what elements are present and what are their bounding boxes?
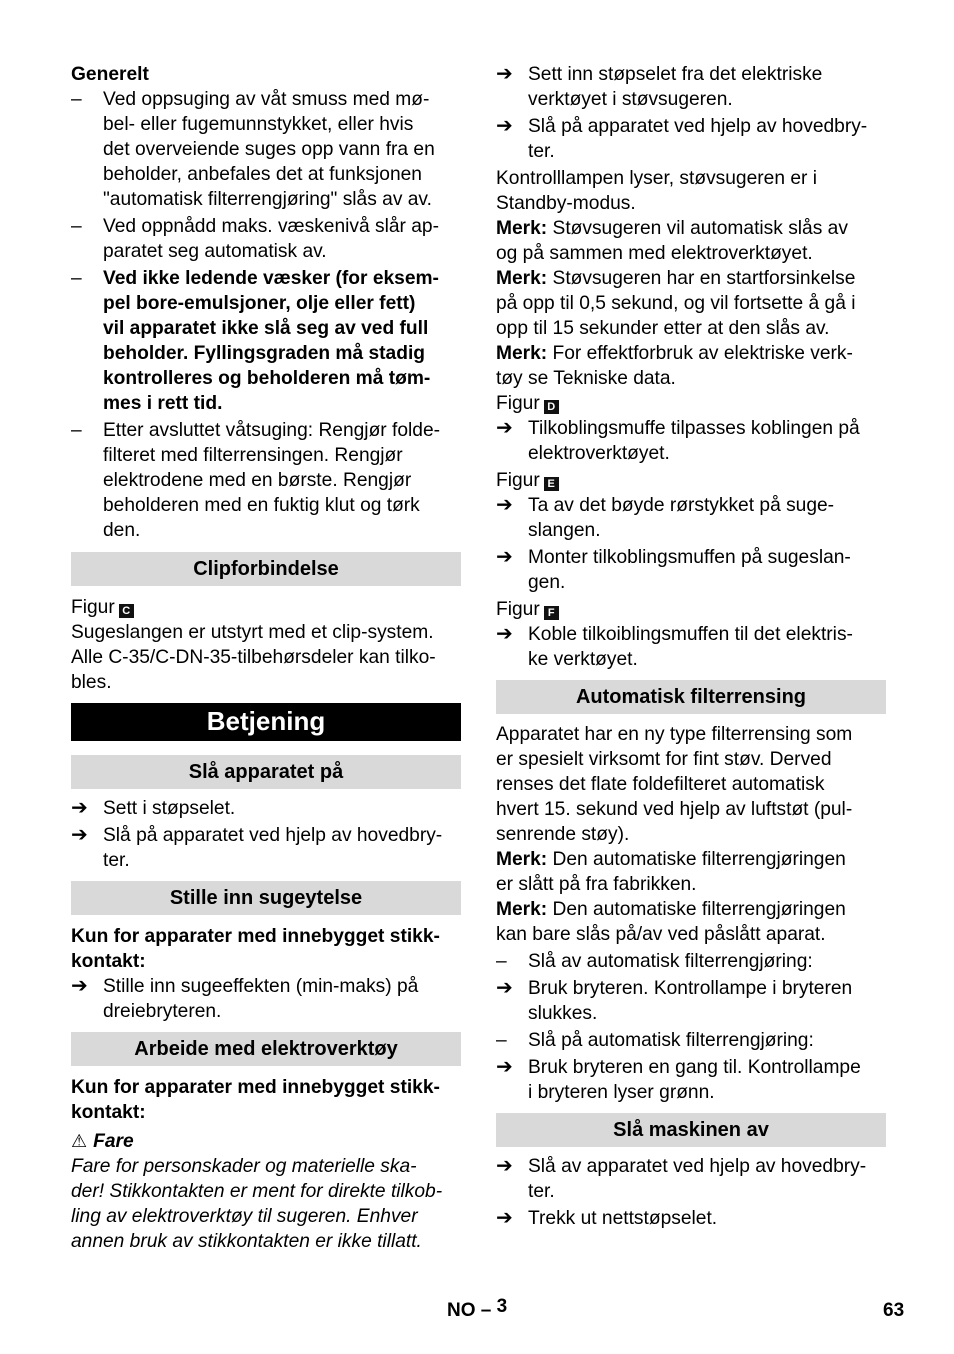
list-item-text: Bruk bryteren. Kontrollampe i bryteren slukkes.: [528, 978, 853, 1024]
list-item: [496, 1055, 886, 1105]
betjening-heading: Betjening: [71, 703, 461, 741]
merk-text: Støvsugeren vil automatisk slås av og på sammen med elektroverktøyet.: [496, 218, 848, 264]
figur-label: Figur: [71, 597, 115, 618]
footer-dash: –: [480, 1300, 492, 1321]
figur-d-list: [496, 416, 886, 466]
dash-icon: –: [71, 89, 82, 110]
sla-maskinen-av-heading: Slå maskinen av: [496, 1113, 886, 1147]
figure-f-icon: F: [544, 606, 559, 620]
stille-subheading: Kun for apparater med innebygget stikk- kontakt:: [71, 926, 440, 972]
list-item-text: Ta av det bøyde rørstykket på suge- slangen.: [528, 495, 835, 541]
top-list: [496, 62, 886, 164]
arrow-icon: ➔: [496, 115, 513, 137]
dash-icon: –: [496, 1030, 507, 1051]
list-item: [71, 87, 461, 212]
auto-merk-1: [496, 847, 886, 897]
arrow-icon: ➔: [496, 1056, 513, 1078]
list-item: [496, 1028, 886, 1053]
list-item-text: Monter tilkoblingsmuffen på sugeslan- gen.: [528, 547, 851, 593]
list-item-text: Ved ikke ledende væsker (for eksem- pel bore-emulsjoner, olje eller fett) vil apparatet ikke slå seg av ved full beholder. Fyllingsgraden må stadig kontrolleres og beholderen må tøm- mes i rett tid.: [103, 268, 439, 414]
arrow-icon: ➔: [71, 797, 88, 819]
footer-lang: NO: [447, 1300, 476, 1321]
list-item-text: Trekk ut nettstøpselet.: [528, 1208, 718, 1229]
arrow-icon: ➔: [496, 977, 513, 999]
list-item: [71, 823, 461, 873]
figur-e-list: [496, 493, 886, 595]
list-item-text: Slå av automatisk filterrengjøring:: [528, 951, 813, 972]
merk-note-3: [496, 341, 886, 391]
merk-note-1: [496, 216, 886, 266]
list-item: [71, 418, 461, 543]
list-item-text: Slå på apparatet ved hjelp av hovedbry- ter.: [103, 825, 443, 871]
figure-c-icon: C: [119, 604, 134, 618]
figure-d-icon: D: [544, 400, 559, 414]
merk-label: Merk:: [496, 899, 548, 920]
list-item-text: Ved oppnådd maks. væskenivå slår ap- paratet seg automatisk av.: [103, 216, 439, 262]
list-item: [71, 974, 461, 1024]
auto-text: Apparatet har en ny type filterrensing som er spesielt virksomt for fint støv. Derved renses det flate foldefilteret automatisk hvert 15. sekund ved hjelp av luftstøt (pul- senrende støy).: [496, 724, 853, 845]
list-item: [496, 949, 886, 974]
generelt-list: [71, 87, 461, 543]
list-item: [496, 545, 886, 595]
dash-icon: –: [71, 216, 82, 237]
list-item: [496, 1206, 886, 1231]
list-item-text: Koble tilkoiblingsmuffen til det elektris- ke verktøyet.: [528, 624, 853, 670]
merk-text: Den automatiske filterrengjøringen er slått på fra fabrikken.: [496, 849, 846, 895]
figur-label: Figur: [496, 470, 540, 491]
warning-icon: ⚠: [71, 1131, 88, 1151]
automatisk-filterrensing-heading: Automatisk filterrensing: [496, 680, 886, 714]
arrow-icon: ➔: [496, 494, 513, 516]
fare-text: Fare for personskader og materielle ska- der! Stikkontakten er ment for direkte tilkob- ling av elektroverktøy til sugeren. Enhver annen bruk av stikkontakten er ikke tillatt.: [71, 1156, 443, 1252]
list-item-text: Slå av apparatet ved hjelp av hovedbry- ter.: [528, 1156, 867, 1202]
list-item: [71, 266, 461, 416]
list-item: [496, 62, 886, 112]
list-item: [496, 1154, 886, 1204]
list-item-text: Sett i støpselet.: [103, 798, 236, 819]
figur-d-ref: [496, 391, 886, 416]
arbeide-subheading: Kun for apparater med innebygget stikk- kontakt:: [71, 1077, 440, 1123]
figure-e-icon: E: [544, 477, 559, 491]
arrow-icon: ➔: [496, 1155, 513, 1177]
figur-f-list: [496, 622, 886, 672]
dash-icon: –: [71, 268, 82, 289]
clip-figur-ref: [71, 595, 461, 620]
kontroll-text: Kontrolllampen lyser, støvsugeren er i Standby-modus.: [496, 168, 817, 214]
figur-label: Figur: [496, 599, 540, 620]
list-item-text: Bruk bryteren en gang til. Kontrollampe i bryteren lyser grønn.: [528, 1057, 861, 1103]
generelt-heading: Generelt: [71, 64, 149, 85]
list-item: [496, 416, 886, 466]
arrow-icon: ➔: [496, 623, 513, 645]
merk-text: Støvsugeren har en startforsinkelse på opp til 0,5 sekund, og vil fortsette å gå i opp til 15 sekunder etter at den slås av.: [496, 268, 856, 339]
auto-merk-2: [496, 897, 886, 947]
arrow-icon: ➔: [496, 1207, 513, 1229]
clipforbindelse-heading: Clipforbindelse: [71, 552, 461, 586]
figur-label: Figur: [496, 393, 540, 414]
dash-icon: –: [496, 951, 507, 972]
merk-text: For effektforbruk av elektriske verk- tøy se Tekniske data.: [496, 343, 853, 389]
merk-label: Merk:: [496, 268, 548, 289]
left-column: [71, 62, 461, 1254]
arrow-icon: ➔: [496, 63, 513, 85]
list-item: [71, 796, 461, 821]
footer-section: [447, 1298, 507, 1323]
stille-inn-heading: Stille inn sugeytelse: [71, 881, 461, 915]
arrow-icon: ➔: [71, 975, 88, 997]
sla-apparatet-pa-heading: Slå apparatet på: [71, 755, 461, 789]
arbeide-heading: Arbeide med elektroverktøy: [71, 1032, 461, 1066]
figur-f-ref: [496, 597, 886, 622]
merk-text: Den automatiske filterrengjøringen kan bare slås på/av ved påslått aparat.: [496, 899, 846, 945]
list-item: [496, 976, 886, 1026]
right-column: [496, 62, 886, 1231]
list-item-text: Ved oppsuging av våt smuss med mø- bel- eller fugemunnstykket, eller hvis det overveiende suges opp vann fra en beholder, anbefales det at funksjonen "automatisk filterrengjøring" slås av av.: [103, 89, 435, 210]
sla-av-list: [496, 1154, 886, 1231]
merk-label: Merk:: [496, 218, 548, 239]
stille-list: [71, 974, 461, 1024]
list-item: [71, 214, 461, 264]
list-item: [496, 114, 886, 164]
merk-label: Merk:: [496, 849, 548, 870]
list-item: [496, 622, 886, 672]
list-item-text: Slå på automatisk filterrengjøring:: [528, 1030, 814, 1051]
list-item-text: Sett inn støpselet fra det elektriske verktøyet i støvsugeren.: [528, 64, 823, 110]
clip-text: Sugeslangen er utstyrt med et clip-system. Alle C-35/C-DN-35-tilbehørsdeler kan tilko- bles.: [71, 622, 436, 693]
list-item-text: Etter avsluttet våtsuging: Rengjør folde- filteret med filterrensingen. Rengjør elektrodene med en børste. Rengjør beholderen med en fuktig klut og tørk den.: [103, 420, 441, 541]
page-number: 63: [883, 1300, 905, 1321]
merk-label: Merk:: [496, 343, 548, 364]
arrow-icon: ➔: [496, 546, 513, 568]
list-item-text: Slå på apparatet ved hjelp av hovedbry- ter.: [528, 116, 868, 162]
arrow-icon: ➔: [71, 824, 88, 846]
list-item: [496, 493, 886, 543]
sla-pa-list: [71, 796, 461, 873]
dash-icon: –: [71, 420, 82, 441]
list-item-text: Tilkoblingsmuffe tilpasses koblingen på elektroverktøyet.: [528, 418, 860, 464]
arrow-icon: ➔: [496, 417, 513, 439]
figur-e-ref: [496, 468, 886, 493]
footer-section-number: 3: [496, 1296, 508, 1317]
list-item-text: Stille inn sugeeffekten (min-maks) på dreiebryteren.: [103, 976, 419, 1022]
fare-label: Fare: [93, 1131, 134, 1152]
merk-note-2: [496, 266, 886, 341]
fare-line: [71, 1129, 461, 1154]
